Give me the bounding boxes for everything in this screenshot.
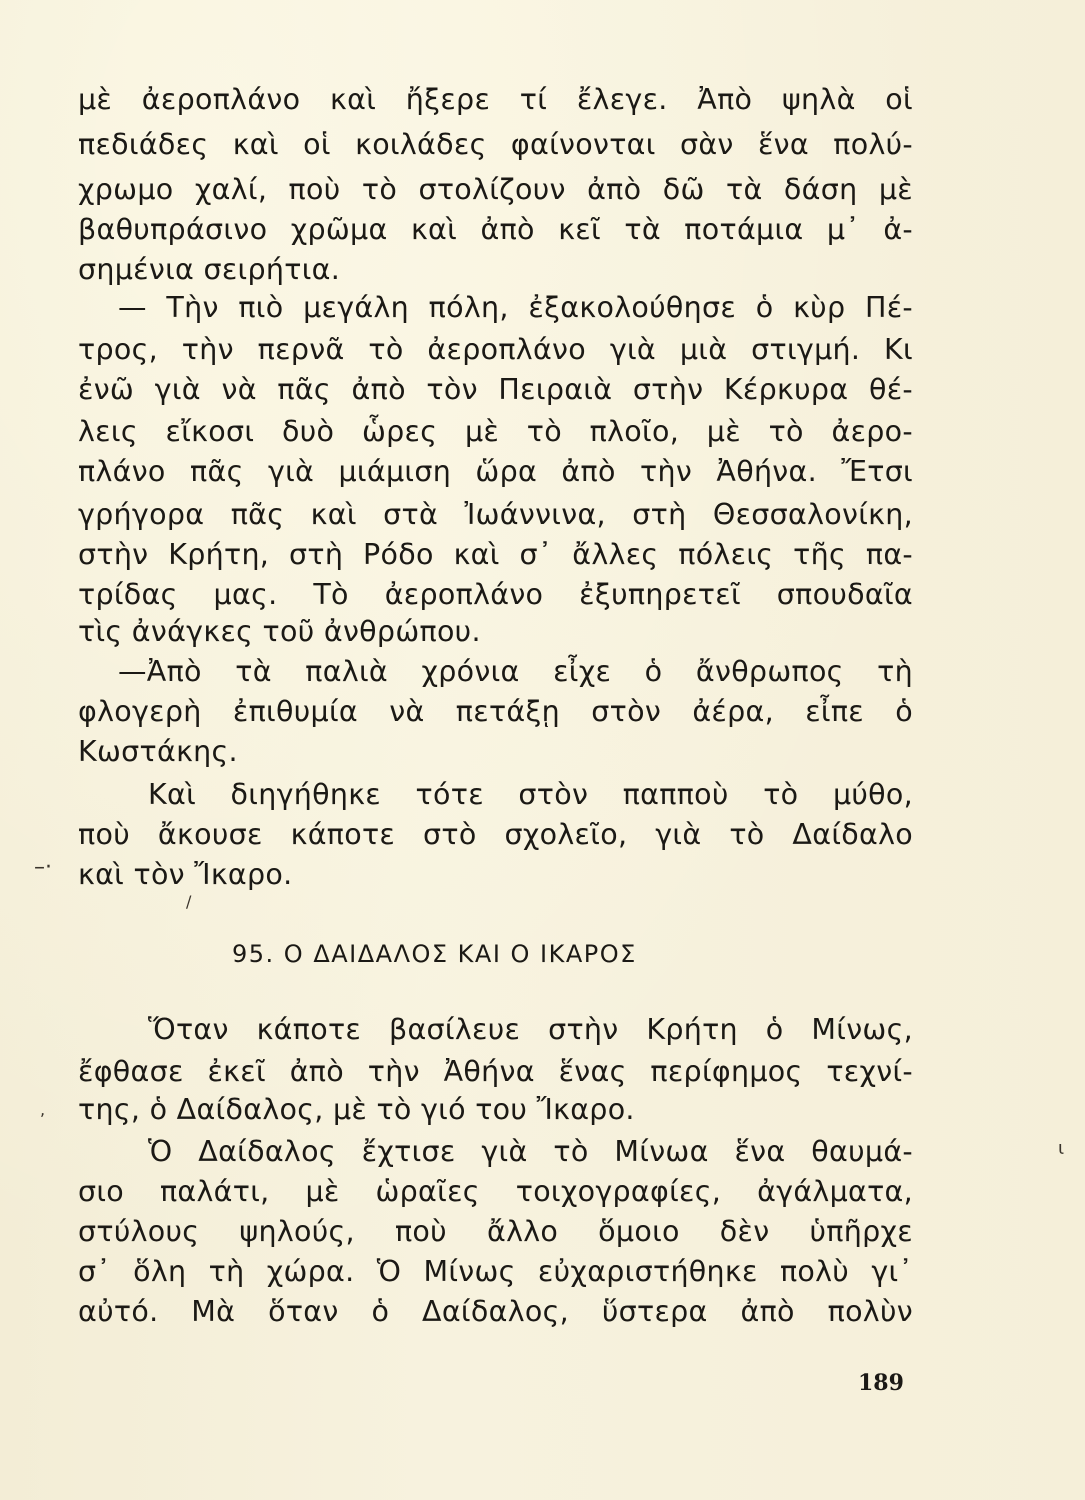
margin-pencil-mark-icon: , bbox=[40, 1100, 46, 1119]
text-line: ἐνῶ γιὰ νὰ πᾶς ἀπὸ τὸν Πειραιὰ στὴν Κέρκυρα θέ- bbox=[78, 373, 913, 406]
text-line: φλογερὴ ἐπιθυμία νὰ πετάξῃ στὸν ἀέρα, εἶπε ὁ bbox=[78, 695, 913, 728]
text-line: Κωστάκης. bbox=[78, 735, 238, 768]
text-line: καὶ τὸν Ἴκαρο. bbox=[78, 858, 293, 891]
text-line: σ᾽ ὅλη τὴ χώρα. Ὁ Μίνως εὐχαριστήθηκε πολὺ γι᾽ bbox=[78, 1255, 913, 1288]
text-line: πλάνο πᾶς γιὰ μιάμιση ὥρα ἀπὸ τὴν Ἀθήνα. Ἔτσι bbox=[78, 455, 913, 488]
text-line: αὐτό. Μὰ ὅταν ὁ Δαίδαλος, ὕστερα ἀπὸ πολὺν bbox=[78, 1295, 913, 1328]
text-line: μὲ ἀεροπλάνο καὶ ἤξερε τί ἔλεγε. Ἀπὸ ψηλὰ οἱ bbox=[78, 83, 913, 116]
text-line: Καὶ διηγήθηκε τότε στὸν παπποὺ τὸ μύθο, bbox=[148, 778, 913, 811]
text-line: — Τὴν πιὸ μεγάλη πόλη, ἐξακολούθησε ὁ κὺρ Πέ- bbox=[118, 291, 913, 324]
text-line: —Ἀπὸ τὰ παλιὰ χρόνια εἶχε ὁ ἄνθρωπος τὴ bbox=[118, 655, 913, 688]
section-heading: 95. Ο ΔΑΙΔΑΛΟΣ ΚΑΙ Ο ΙΚΑΡΟΣ bbox=[232, 940, 637, 968]
text-line: τρος, τὴν περνᾶ τὸ ἀεροπλάνο γιὰ μιὰ στιγμή. Κι bbox=[78, 333, 913, 366]
text-line: τρίδας μας. Τὸ ἀεροπλάνο ἐξυπηρετεῖ σπουδαῖα bbox=[78, 578, 913, 611]
text-line: στὴν Κρήτη, στὴ Ρόδο καὶ σ᾽ ἄλλες πόλεις τῆς πα- bbox=[78, 538, 913, 571]
text-line: της, ὁ Δαίδαλος, μὲ τὸ γιό του Ἴκαρο. bbox=[78, 1093, 635, 1126]
text-line: σημένια σειρήτια. bbox=[78, 253, 341, 286]
text-line: πεδιάδες καὶ οἱ κοιλάδες φαίνονται σὰν ἕνα πολύ- bbox=[78, 128, 913, 161]
page-number: 189 bbox=[858, 1370, 904, 1396]
text-line: τὶς ἀνάγκες τοῦ ἀνθρώπου. bbox=[78, 615, 481, 648]
text-line: Ὅταν κάποτε βασίλευε στὴν Κρήτη ὁ Μίνως, bbox=[148, 1013, 913, 1046]
text-line: ἔφθασε ἐκεῖ ἀπὸ τὴν Ἀθήνα ἕνας περίφημος τεχνί- bbox=[78, 1055, 913, 1088]
text-line: λεις εἴκοσι δυὸ ὧρες μὲ τὸ πλοῖο, μὲ τὸ ἀερο- bbox=[78, 415, 913, 448]
margin-pencil-mark-icon: / bbox=[186, 892, 192, 911]
text-line: Ὁ Δαίδαλος ἔχτισε γιὰ τὸ Μίνωα ἕνα θαυμά- bbox=[148, 1135, 913, 1168]
text-line: γρήγορα πᾶς καὶ στὰ Ἰωάννινα, στὴ Θεσσαλονίκη, bbox=[78, 498, 913, 531]
text-line: βαθυπράσινο χρῶμα καὶ ἀπὸ κεῖ τὰ ποτάμια μ᾽ ἀ- bbox=[78, 213, 913, 246]
text-line: ποὺ ἄκουσε κάποτε στὸ σχολεῖο, γιὰ τὸ Δαίδαλο bbox=[78, 818, 913, 851]
text-line: χρωμο χαλί, ποὺ τὸ στολίζουν ἀπὸ δῶ τὰ δάση μὲ bbox=[78, 173, 913, 206]
margin-pencil-mark-icon: ι bbox=[1058, 1138, 1065, 1159]
margin-pencil-mark-icon: –· bbox=[34, 855, 52, 880]
text-line: στύλους ψηλούς, ποὺ ἄλλο ὅμοιο δὲν ὑπῆρχε bbox=[78, 1215, 913, 1248]
text-line: σιο παλάτι, μὲ ὡραῖες τοιχογραφίες, ἀγάλματα, bbox=[78, 1175, 913, 1208]
